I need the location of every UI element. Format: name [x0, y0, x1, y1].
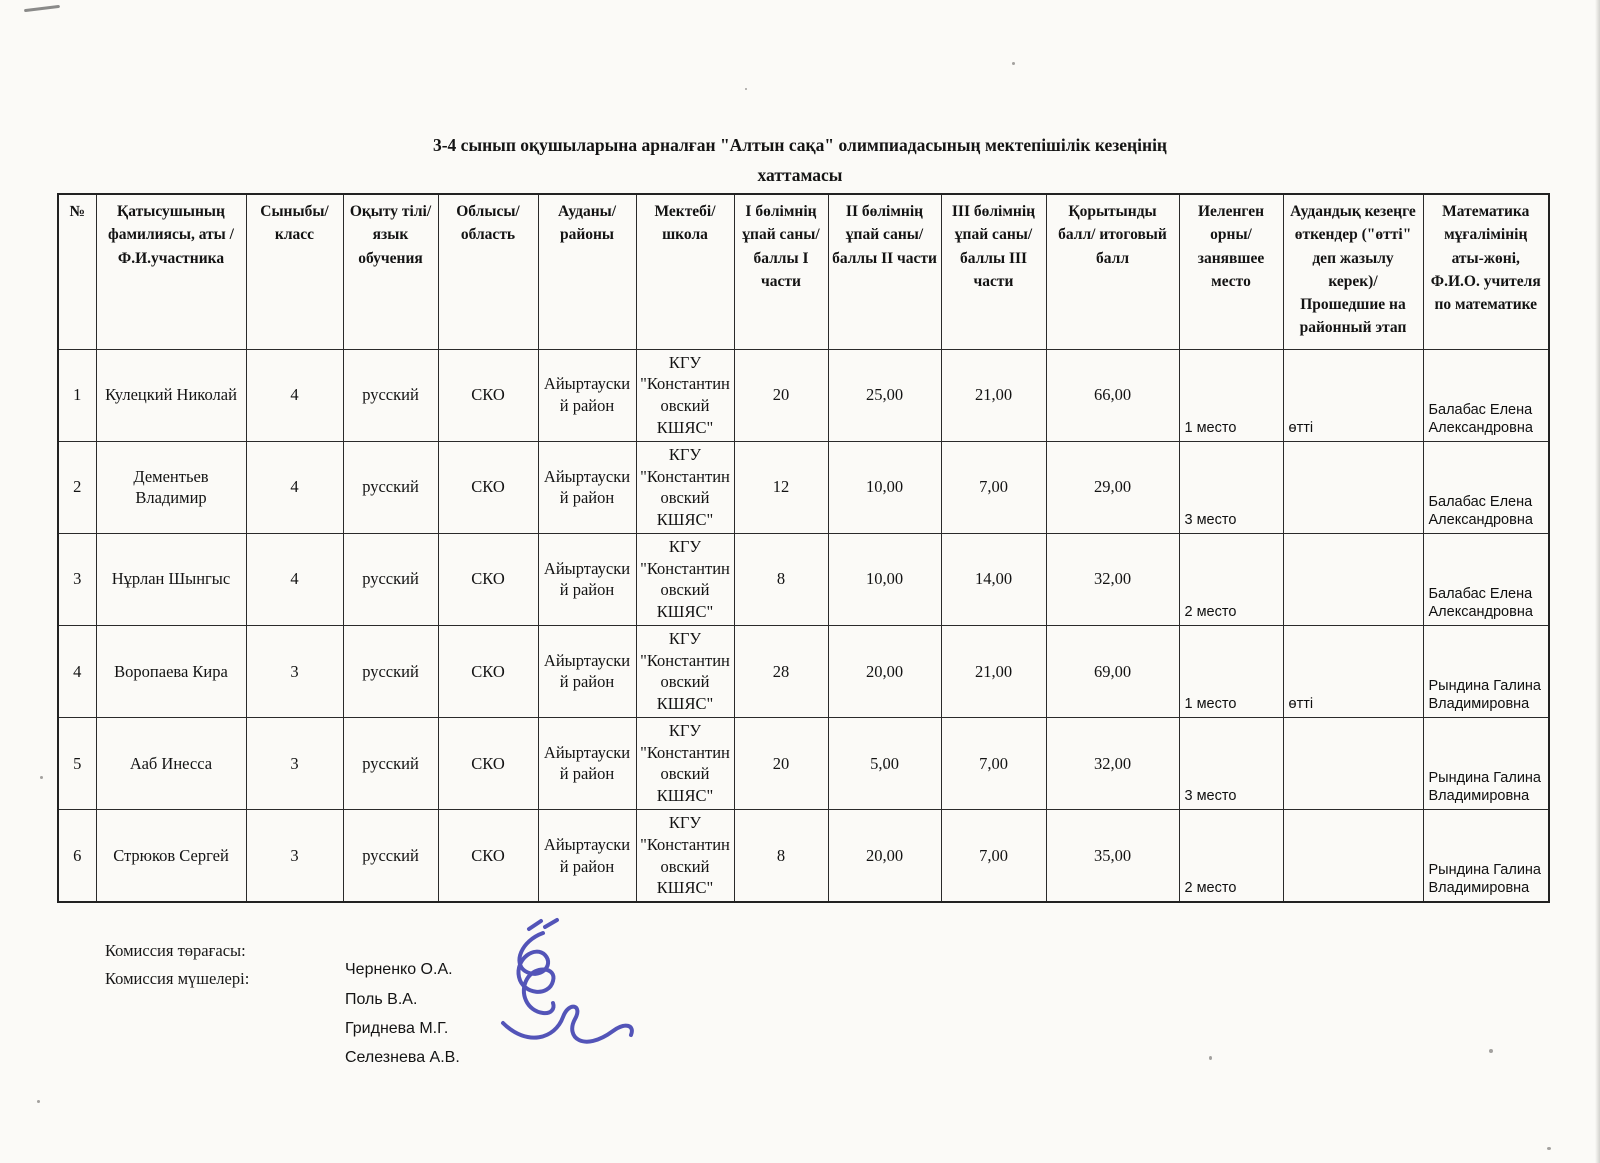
cell-part3-score: 21,00: [941, 625, 1046, 717]
cell-part2-score: 10,00: [828, 441, 941, 533]
cell-number: 5: [58, 717, 96, 809]
cell-language: русский: [343, 349, 438, 441]
document-title-line1: 3-4 сынып оқушыларына арналған "Алтын сақа" олимпиадасының мектепішілік кезеңінің: [432, 135, 1168, 155]
column-header: Оқыту тілі/ язык обучения: [343, 194, 438, 349]
cell-district-stage: өтті: [1283, 349, 1423, 441]
cell-teacher-name: Балабас Елена Александровна: [1423, 441, 1549, 533]
cell-participant-name: Кулецкий Николай: [96, 349, 246, 441]
cell-district: Айыртауский район: [538, 810, 636, 903]
scan-speck: [1012, 62, 1015, 65]
scan-speck: [37, 1100, 40, 1103]
cell-part1-score: 20: [734, 349, 828, 441]
cell-part3-score: 21,00: [941, 349, 1046, 441]
commission-chairman-label: Комиссия төрағасы:: [105, 941, 246, 961]
column-header: I бөлімнің ұпай саны/ баллы I части: [734, 194, 828, 349]
cell-part3-score: 7,00: [941, 810, 1046, 903]
cell-part1-score: 8: [734, 810, 828, 903]
cell-region: СКО: [438, 349, 538, 441]
cell-part2-score: 20,00: [828, 625, 941, 717]
cell-grade: 3: [246, 625, 343, 717]
column-header: II бөлімнің ұпай саны/ баллы II части: [828, 194, 941, 349]
cell-language: русский: [343, 441, 438, 533]
cell-participant-name: Стрюков Сергей: [96, 810, 246, 903]
cell-teacher-name: Рындина Галина Владимировна: [1423, 810, 1549, 903]
table-row: [58, 625, 1549, 717]
cell-number: 4: [58, 625, 96, 717]
cell-language: русский: [343, 810, 438, 903]
cell-number: 6: [58, 810, 96, 903]
column-header: №: [58, 194, 96, 349]
cell-number: 1: [58, 349, 96, 441]
cell-region: СКО: [438, 625, 538, 717]
cell-district-stage: [1283, 810, 1423, 903]
column-header: Ауданы/ районы: [538, 194, 636, 349]
scan-speck: [884, 766, 887, 769]
cell-district-stage: [1283, 533, 1423, 625]
cell-grade: 4: [246, 533, 343, 625]
cell-teacher-name: Балабас Елена Александровна: [1423, 349, 1549, 441]
cell-part2-score: 5,00: [828, 717, 941, 809]
cell-number: 2: [58, 441, 96, 533]
cell-part1-score: 8: [734, 533, 828, 625]
cell-part2-score: 20,00: [828, 810, 941, 903]
cell-district: Айыртауский район: [538, 625, 636, 717]
cell-place: 3 место: [1179, 441, 1283, 533]
olympiad-results-table: [57, 193, 1550, 903]
table-row: [58, 533, 1549, 625]
document-title-line2: хаттамасы: [757, 165, 843, 186]
column-header: Иеленген орны/ занявшее место: [1179, 194, 1283, 349]
column-header: Қатысушының фамилиясы, аты /Ф.И.участника: [96, 194, 246, 349]
cell-language: русский: [343, 717, 438, 809]
cell-participant-name: Воропаева Кира: [96, 625, 246, 717]
header-row: [58, 194, 1549, 349]
cell-region: СКО: [438, 533, 538, 625]
cell-total-score: 69,00: [1046, 625, 1179, 717]
scan-speck: [1489, 1049, 1493, 1053]
cell-district: Айыртауский район: [538, 441, 636, 533]
cell-region: СКО: [438, 810, 538, 903]
column-header: Аудандық кезеңге өткендер ("өтті" деп жазылу керек)/ Прошедшие на районный этап: [1283, 194, 1423, 349]
commission-member: Черненко О.А.: [345, 961, 453, 979]
cell-school: КГУ "Константиновский КШЯС": [636, 810, 734, 903]
cell-school: КГУ "Константиновский КШЯС": [636, 717, 734, 809]
scan-speck: [1547, 1147, 1551, 1150]
cell-school: КГУ "Константиновский КШЯС": [636, 441, 734, 533]
cell-total-score: 35,00: [1046, 810, 1179, 903]
cell-participant-name: Дементьев Владимир: [96, 441, 246, 533]
cell-total-score: 29,00: [1046, 441, 1179, 533]
cell-grade: 3: [246, 717, 343, 809]
cell-grade: 4: [246, 441, 343, 533]
commission-member: Поль В.А.: [345, 990, 418, 1008]
column-header: Қорытынды балл/ итоговый балл: [1046, 194, 1179, 349]
cell-total-score: 32,00: [1046, 717, 1179, 809]
scan-speck: [745, 88, 747, 90]
cell-place: 2 место: [1179, 533, 1283, 625]
cell-part3-score: 7,00: [941, 717, 1046, 809]
cell-district: Айыртауский район: [538, 717, 636, 809]
cell-place: 3 место: [1179, 717, 1283, 809]
scanner-edge-shadow: [1595, 0, 1600, 1163]
document-title: [0, 0, 1600, 190]
column-header: Облысы/ область: [438, 194, 538, 349]
cell-part1-score: 28: [734, 625, 828, 717]
table-row: [58, 441, 1549, 533]
commission-members-list: [345, 955, 460, 1073]
cell-school: КГУ "Константиновский КШЯС": [636, 533, 734, 625]
cell-school: КГУ "Константиновский КШЯС": [636, 349, 734, 441]
cell-grade: 4: [246, 349, 343, 441]
cell-region: СКО: [438, 441, 538, 533]
cell-place: 1 место: [1179, 625, 1283, 717]
cell-place: 1 место: [1179, 349, 1283, 441]
commission-members-label: Комиссия мүшелері:: [105, 969, 250, 989]
cell-district-stage: өтті: [1283, 625, 1423, 717]
cell-language: русский: [343, 625, 438, 717]
cell-part3-score: 7,00: [941, 441, 1046, 533]
cell-grade: 3: [246, 810, 343, 903]
commission-block: [105, 937, 1600, 1163]
table-row: [58, 349, 1549, 441]
cell-total-score: 66,00: [1046, 349, 1179, 441]
cell-part1-score: 20: [734, 717, 828, 809]
column-header: Мектебі/ школа: [636, 194, 734, 349]
cell-district-stage: [1283, 441, 1423, 533]
cell-district: Айыртауский район: [538, 349, 636, 441]
column-header: III бөлімнің ұпай саны/ баллы III части: [941, 194, 1046, 349]
cell-region: СКО: [438, 717, 538, 809]
cell-part1-score: 12: [734, 441, 828, 533]
scan-speck: [1209, 1056, 1212, 1060]
column-header: Математика мұғалімінің аты-жөні, Ф.И.О. учителя по математике: [1423, 194, 1549, 349]
scan-speck: [40, 776, 43, 779]
cell-language: русский: [343, 533, 438, 625]
commission-member: Селезнева А.В.: [345, 1049, 460, 1067]
cell-participant-name: Ааб Инесса: [96, 717, 246, 809]
cell-teacher-name: Рындина Галина Владимировна: [1423, 717, 1549, 809]
cell-part3-score: 14,00: [941, 533, 1046, 625]
cell-district: Айыртауский район: [538, 533, 636, 625]
cell-part2-score: 10,00: [828, 533, 941, 625]
commission-member: Гриднева М.Г.: [345, 1019, 449, 1037]
cell-part2-score: 25,00: [828, 349, 941, 441]
table-row: [58, 810, 1549, 903]
table-row: [58, 717, 1549, 809]
cell-teacher-name: Балабас Елена Александровна: [1423, 533, 1549, 625]
cell-participant-name: Нұрлан Шынгыс: [96, 533, 246, 625]
cell-number: 3: [58, 533, 96, 625]
cell-total-score: 32,00: [1046, 533, 1179, 625]
cell-district-stage: [1283, 717, 1423, 809]
cell-place: 2 место: [1179, 810, 1283, 903]
cell-school: КГУ "Константиновский КШЯС": [636, 625, 734, 717]
cell-teacher-name: Рындина Галина Владимировна: [1423, 625, 1549, 717]
table-body: [58, 349, 1549, 902]
column-header: Сыныбы/класс: [246, 194, 343, 349]
